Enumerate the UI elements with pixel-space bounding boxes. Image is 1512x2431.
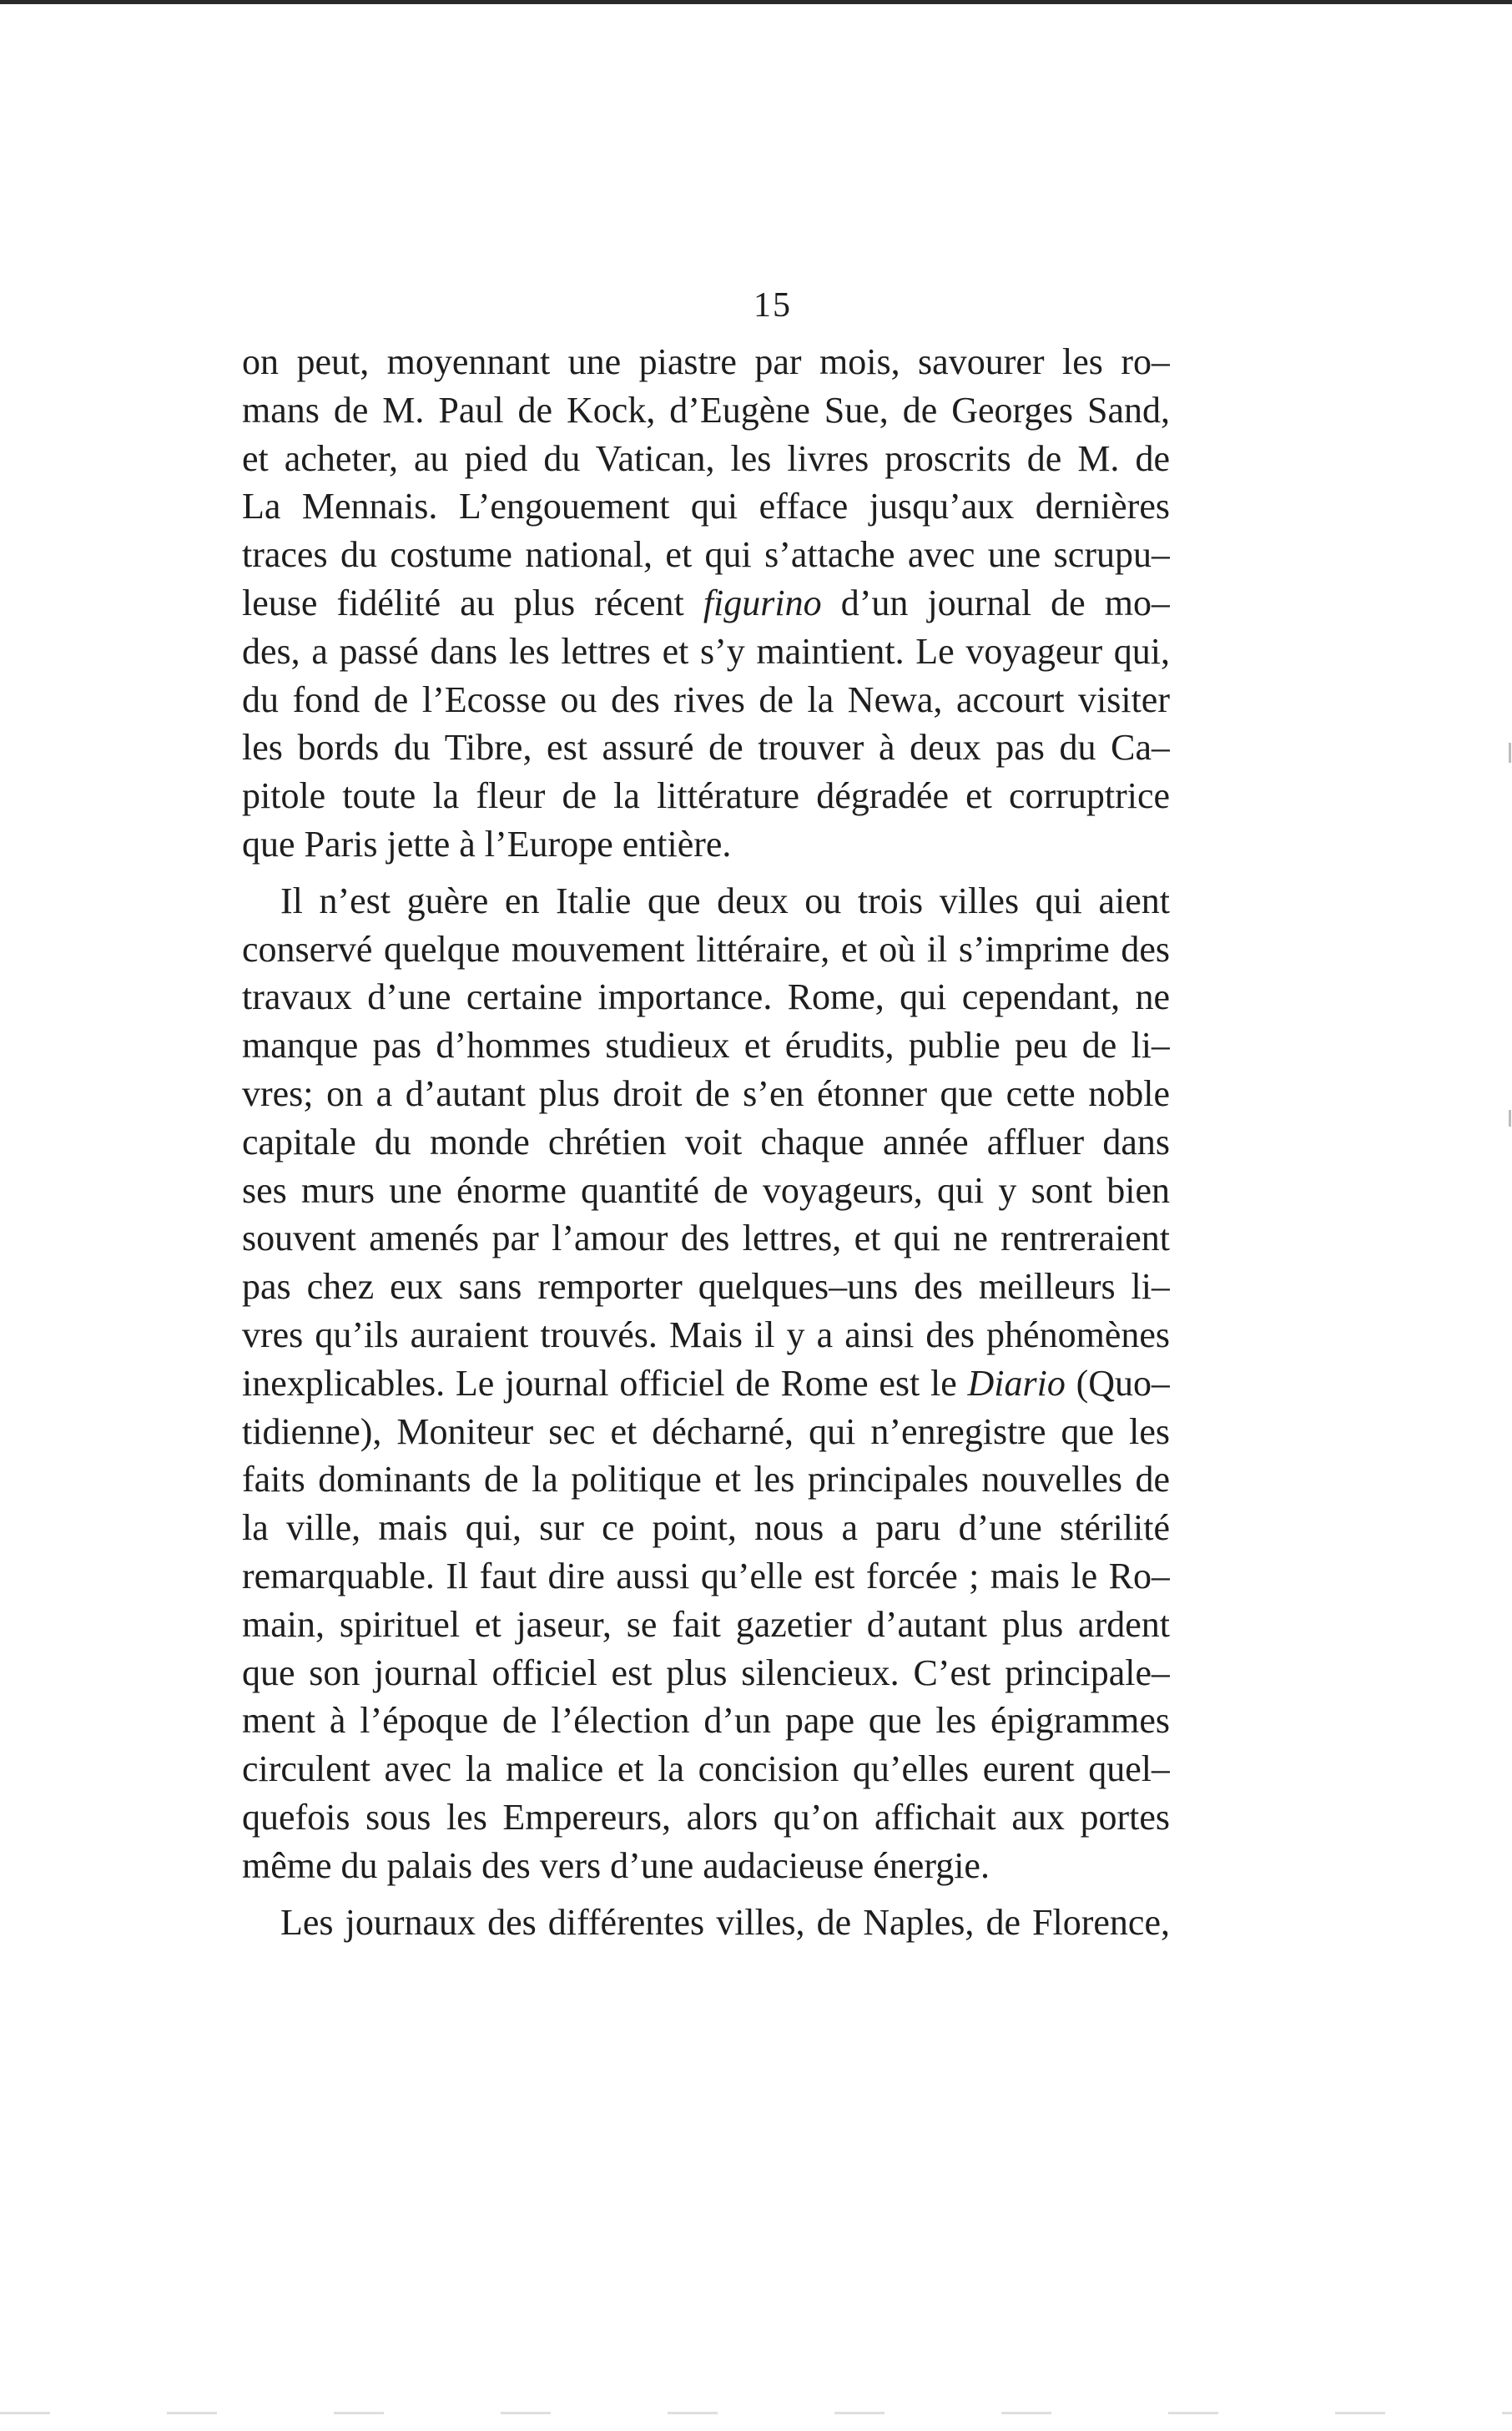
text-line: que Paris jette à l’Europe entière. (242, 823, 732, 865)
text-line: quefois sous les Empereurs, alors qu’on affichait aux portes (242, 1796, 1170, 1838)
text-line: vres qu’ils auraient trouvés. Mais il y a ainsi des phénomènes (242, 1314, 1170, 1355)
text-line: et acheter, au pied du Vatican, les livres proscrits de M. de (242, 437, 1170, 479)
text-line: que son journal officiel est plus silencieux. C’est principale– (242, 1652, 1170, 1693)
text-line: La Mennais. L’engouement qui efface jusqu’aux dernières (242, 486, 1170, 527)
top-edge-rule (0, 0, 1512, 4)
text-line: traces du costume national, et qui s’attache avec une scrupu– (242, 534, 1170, 576)
text-line: inexplicables. Le journal officiel de Rome est le Diario (Quo– (242, 1362, 1170, 1404)
text-line: capitale du monde chrétien voit chaque année affluer dans (242, 1121, 1170, 1163)
text-line: leuse fidélité au plus récent figurino d’un journal de mo– (242, 582, 1170, 623)
text-line: main, spirituel et jaseur, se fait gazetier d’autant plus ardent (242, 1603, 1170, 1645)
text-line: tidienne), Moniteur sec et décharné, qui n’enregistre que les (242, 1410, 1170, 1452)
text-line: travaux d’une certaine importance. Rome, qui cependant, ne (242, 976, 1170, 1018)
body-text (242, 338, 1170, 1946)
text-line: pitole toute la fleur de la littérature dégradée et corruptrice (242, 775, 1170, 817)
text-line: la ville, mais qui, sur ce point, nous a paru d’une stérilité (242, 1507, 1170, 1549)
text-line: manque pas d’hommes studieux et érudits, publie peu de li– (242, 1025, 1170, 1067)
text-line: conservé quelque mouvement littéraire, et où il s’imprime des (242, 928, 1170, 970)
text-line: circulent avec la malice et la concision qu’elles eurent quel– (242, 1748, 1170, 1790)
text-line: du fond de l’Ecosse ou des rives de la Newa, accourt visiter (242, 678, 1170, 720)
text-line: faits dominants de la politique et les principales nouvelles de (242, 1459, 1170, 1500)
text-line: les bords du Tibre, est assuré de trouver à deux pas du Ca– (242, 727, 1170, 769)
text-line: des, a passé dans les lettres et s’y maintient. Le voyageur qui, (242, 630, 1170, 672)
italic-term: Diario (967, 1362, 1066, 1404)
text-line: même du palais des vers d’une audacieuse énergie. (242, 1844, 990, 1886)
text-line: mans de M. Paul de Kock, d’Eugène Sue, de Georges Sand, (242, 389, 1170, 431)
text-line: on peut, moyennant une piastre par mois, savourer les ro– (242, 341, 1170, 382)
text-line: pas chez eux sans remporter quelques–uns des meilleurs li– (242, 1266, 1170, 1308)
text-line: remarquable. Il faut dire aussi qu’elle est forcée ; mais le Ro– (242, 1555, 1170, 1596)
page-number: 15 (753, 286, 792, 325)
text-line: ses murs une énorme quantité de voyageurs, qui y sont bien (242, 1169, 1170, 1211)
margin-scan-mark (1509, 743, 1511, 763)
italic-term: figurino (703, 582, 822, 623)
bottom-scan-marks (0, 2412, 1512, 2414)
paragraph-start-line: Les journaux des différentes villes, de Naples, de Florence, (280, 1901, 1170, 1943)
text-line: vres; on a d’autant plus droit de s’en étonner que cette noble (242, 1072, 1170, 1114)
paragraph-start-line: Il n’est guère en Italie que deux ou trois villes qui aient (280, 880, 1170, 921)
text-line: ment à l’époque de l’élection d’un pape que les épigrammes (242, 1700, 1170, 1742)
margin-scan-mark (1509, 1110, 1511, 1127)
text-line: souvent amenés par l’amour des lettres, et qui ne rentreraient (242, 1218, 1170, 1259)
